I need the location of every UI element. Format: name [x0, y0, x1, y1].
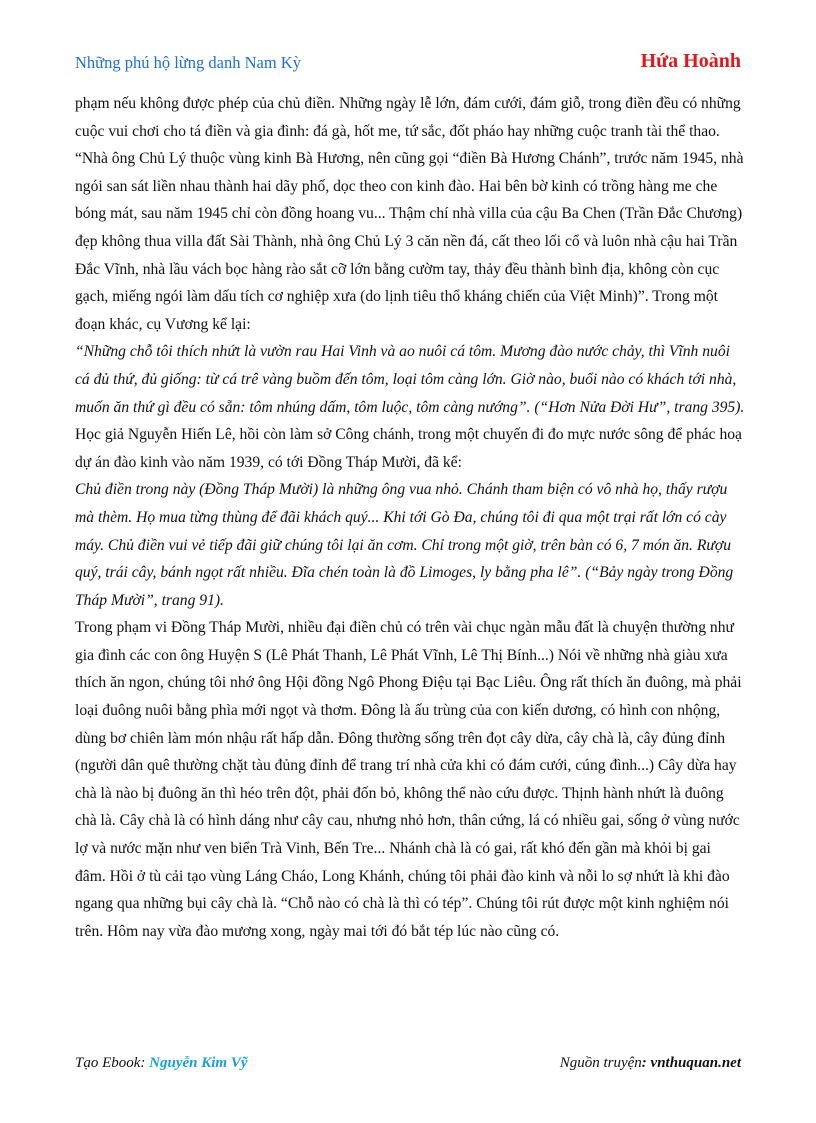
creator-name: Nguyễn Kim Vỹ — [149, 1055, 248, 1071]
page-footer — [75, 1055, 741, 1077]
paragraph: Học giả Nguyễn Hiến Lê, hồi còn làm sở Công chánh, trong một chuyến đi đo mực nước sông để phác hoạ dự án đào kinh vào năm 1939, có tới Đồng Tháp Mười, đã kể: — [75, 426, 742, 471]
creator-label: Tạo Ebook — [75, 1055, 141, 1071]
source-credit — [560, 1055, 741, 1072]
creator-separator: : — [140, 1055, 150, 1071]
paragraph: “Nhà ông Chủ Lý thuộc vùng kinh Bà Hương, nên cũng gọi “điền Bà Hương Chánh”, trước năm 1945, nhà ngói san sát liền nhau thành hai dãy phố, dọc theo con kinh đào. Hai bên bờ kinh có trồng hàng me che bóng mát, sau năm 1945 chỉ còn đồng hoang vu... Thậm chí nhà villa của cậu Ba Chen (Trần Đắc Chương) đẹp không thua villa đất Sài Thành, nhà ông Chủ Lý 3 căn nền đá, cất theo lối cổ và luôn nhà cậu hai Trần Đắc Vĩnh, nhà lầu vách bọc hàng rào sắt cỡ lớn bằng cườm tay, thảy đều thành bình địa, không còn cục gạch, miếng ngói làm dấu tích cơ nghiệp xưa (do lịnh tiêu thổ kháng chiến của Việt Minh)”. Trong một đoạn khác, cụ Vương kể lại: — [75, 150, 744, 333]
source-separator: : — [641, 1055, 651, 1071]
quote-paragraph: Chủ điền trong này (Đồng Tháp Mười) là những ông vua nhỏ. Chánh tham biện có vô nhà họ, thấy rượu mà thèm. Họ mua từng thùng để đãi khách quý... Khi tới Gò Đa, chúng tôi đi qua một trại rất lớn có cày máy. Chủ điền vui vẻ tiếp đãi giữ chúng tôi lại ăn cơm. Chỉ trong một giờ, trên bàn có 6, 7 món ăn. Rượu quý, trái cây, bánh ngọt rất nhiều. Đĩa chén toàn là đồ Limoges, ly bằng pha lê”. (“Bảy ngày trong Đồng Tháp Mười”, trang 91). — [75, 481, 734, 609]
paragraph: Trong phạm vi Đồng Tháp Mười, nhiều đại điền chủ có trên vài chục ngàn mẫu đất là chuyện thường như gia đình các con ông Huyện S (Lê Phát Thanh, Lê Phát Vĩnh, Lê Thị Bính...) Nói về những nhà giàu xưa thích ăn ngon, chúng tôi nhớ ông Hội đồng Ngô Phong Điệu tại Bạc Liêu. Ông rất thích ăn đuông, mà phải loại đuông nuôi bằng phìa mới ngọt và thơm. Đông là ấu trùng của con kiến dương, có hình con nhộng, dùng bơ chiên làm món nhậu rất hấp dẫn. Đông thường sống trên đọt cây dừa, cây chà là, cây đủng đỉnh (người dân quê thường chặt tàu đủng đỉnh để trang trí nhà cửa khi có đám cưới, cúng đình...) Cây dừa hay chà là nào bị đuông ăn thì héo trên đột, phải đốn bỏ, không thể nào cứu được. Thịnh hành nhứt là đuông chà là. Cây chà là có hình dáng như cây cau, nhưng nhỏ hơn, thân cứng, lá có nhiều gai, sống ở vùng nước lợ và nước mặn như ven biển Trà Vinh, Bến Tre... Nhánh chà là có gai, rất khó đến gần mà khỏi bị gai đâm. Hồi ở tù cải tạo vùng Láng Cháo, Long Khánh, chúng tôi phải đào kinh và nỗi lo sợ nhứt là khi đào ngang qua những bụi cây chà là. “Chỗ nào có chà là thì có tép”. Chúng tôi rút được một kinh nghiệm nói trên. Hôm nay vừa đào mương xong, ngày mai tới đó bắt tép lúc nào cũng có. — [75, 619, 742, 940]
page-header — [75, 50, 741, 76]
source-site: vnthuquan.net — [650, 1055, 741, 1071]
book-title: Những phú hộ lừng danh Nam Kỳ — [75, 53, 301, 72]
source-label: Nguồn truyện — [559, 1055, 642, 1071]
quote-paragraph: “Những chỗ tôi thích nhứt là vườn rau Hai Vinh và ao nuôi cá tôm. Mương đào nước chảy, thì Vĩnh nuôi cá đủ thứ, đủ giống: từ cá trê vàng buồm đến tôm, loại tôm càng lớn. Giờ nào, buổi nào có khách tới nhà, muốn ăn thứ gì đều có sẵn: tôm nhúng dấm, tôm luộc, tôm càng nướng”. (“Hơn Nửa Đời Hư”, trang 395). — [75, 343, 745, 416]
body-text — [75, 90, 745, 945]
paragraph: phạm nếu không được phép của chủ điền. Những ngày lễ lớn, đám cưới, đám giỗ, trong điền đều có những cuộc vui chơi cho tá điền và gia đình: đá gà, hốt me, tứ sắc, đốt pháo hay những cuộc tranh tài thể thao. — [75, 95, 741, 140]
author-name: Hứa Hoành — [640, 50, 741, 72]
ebook-credit — [75, 1055, 248, 1072]
